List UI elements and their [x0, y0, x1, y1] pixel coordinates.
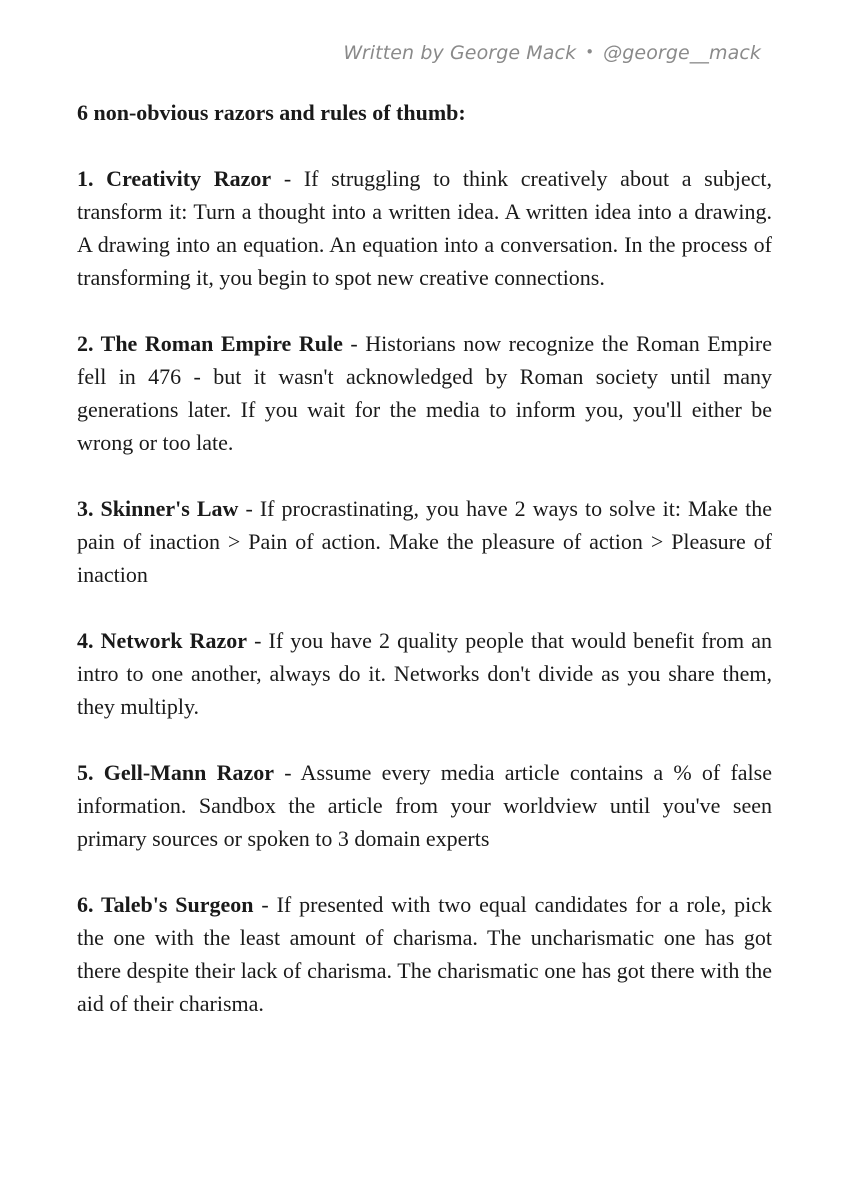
list-item [77, 888, 772, 1020]
item-title: 4. Network Razor [77, 628, 247, 653]
byline-author: Written by George Mack [343, 42, 577, 64]
byline-separator: • [585, 43, 595, 61]
item-body: - If presented with two equal candidates for a role, pick the one with the least amount of charisma. The uncharismatic one has got there despite their lack of charisma. The charismatic one has got there with the aid of their charisma. [77, 892, 772, 1016]
item-title: 3. Skinner's Law [77, 496, 239, 521]
item-body: - If procrastinating, you have 2 ways to solve it: Make the pain of inaction > Pain of action. Make the pleasure of action > Pleasure of inaction [77, 496, 772, 587]
item-body: - Historians now recognize the Roman Empire fell in 476 - but it wasn't acknowledged by Roman society until many generations later. If you wait for the media to inform you, you'll either be wrong or too late. [77, 331, 772, 455]
list-item [77, 624, 772, 723]
article-body [77, 96, 772, 1053]
list-item [77, 756, 772, 855]
item-title: 6. Taleb's Surgeon [77, 892, 254, 917]
item-body: - If you have 2 quality people that would benefit from an intro to one another, always do it. Networks don't divide as you share them, they multiply. [77, 628, 772, 719]
byline-handle: @george__mack [603, 42, 761, 64]
item-title: 1. Creativity Razor [77, 166, 272, 191]
item-body: - Assume every media article contains a % of false information. Sandbox the article from your worldview until you've seen primary sources or spoken to 3 domain experts [77, 760, 772, 851]
item-title: 5. Gell-Mann Razor [77, 760, 275, 785]
list-item [77, 327, 772, 459]
byline [343, 42, 761, 64]
item-title: 2. The Roman Empire Rule [77, 331, 343, 356]
list-item [77, 162, 772, 294]
article-heading: 6 non-obvious razors and rules of thumb: [77, 100, 466, 125]
item-body: - If struggling to think creatively about a subject, transform it: Turn a thought into a written idea. A written idea into a drawing. A drawing into an equation. An equation into a conversation. In the process of transforming it, you begin to spot new creative connections. [77, 166, 772, 290]
list-item [77, 492, 772, 591]
